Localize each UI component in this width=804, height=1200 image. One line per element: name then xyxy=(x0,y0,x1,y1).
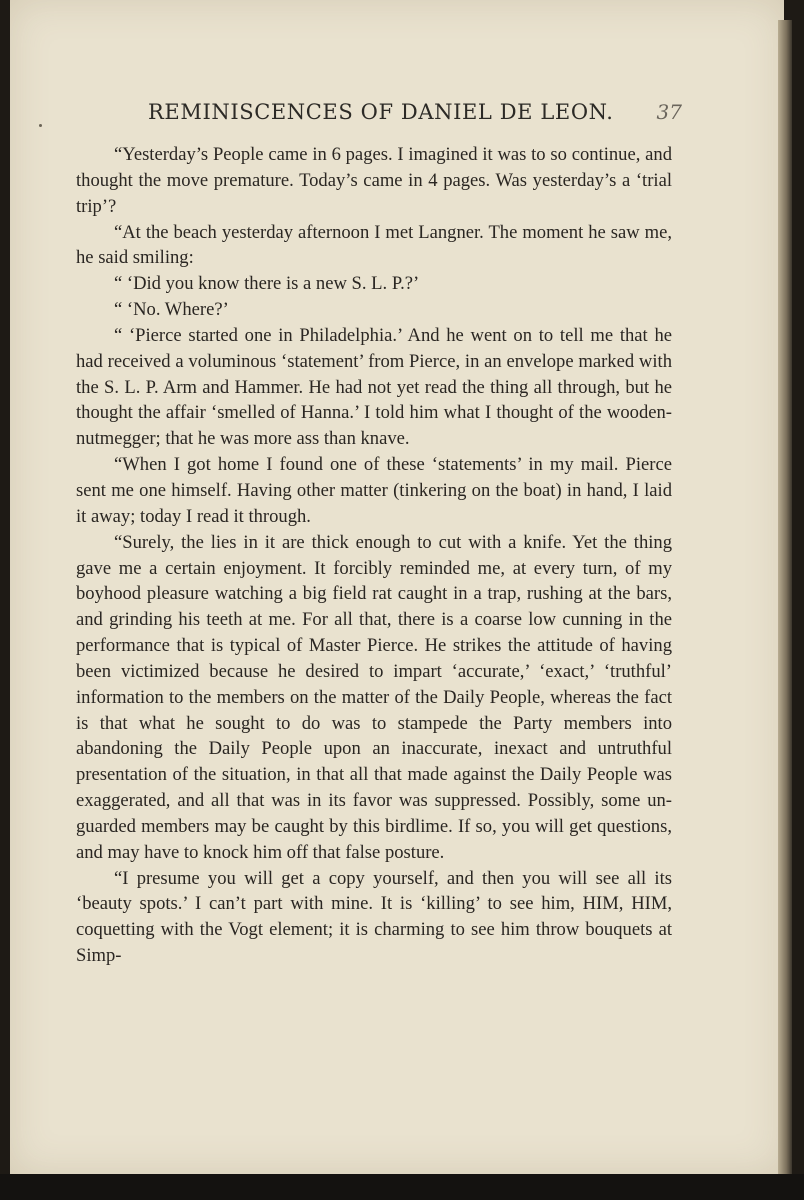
paragraph: “Yesterday’s People came in 6 pages. I imagined it was to so continue, and thought the move premature. Today’s came in 4 pages. Was yesterday’s a ‘trial trip’? xyxy=(76,144,672,217)
margin-dot xyxy=(39,124,42,127)
body-text xyxy=(76,142,672,969)
paragraph: “ ‘Did you know there is a new S. L. P.?’ xyxy=(114,273,420,295)
page-number: 37 xyxy=(656,100,682,124)
paragraph: “ ‘No. Where?’ xyxy=(114,299,229,321)
paragraph: “I presume you will get a copy yourself, and then you will see all its ‘beauty spots.’ I can’t part with mine. It is ‘killing’ to see him, HIM, HIM, coquetting with the Vogt element; it is charming to see him throw bouquets at Simp- xyxy=(76,867,672,967)
running-title: REMINISCENCES OF DANIEL DE LEON. xyxy=(148,100,614,124)
paragraph: “Surely, the lies in it are thick enough to cut with a knife. Yet the thing gave me a certain enjoyment. It forcibly reminded me, at every turn, of my boyhood pleasure watching a big field rat caught in a trap, rushing at the bars, and grinding his teeth at me. For all that, there is a coarse low cunning in the performance that is typical of Master Pierce. He strikes the attitude of having been victimized because he desired to impart ‘accurate,’ ‘exact,’ ‘truthful’ information to the members on the matter of the Daily People, whereas the fact is that what he sought to do was to stampede the Party members into abandoning the Daily People upon an inaccurate, inexact and untruthful presentation of the situation, in that all that made against the Daily People was exaggerated, and all that was in its favor was suppressed. Possibly, some unguarded members may be caught by this birdlime. If so, you will get questions, and may have to knock him off that false posture. xyxy=(76,531,672,863)
paragraph: “At the beach yesterday afternoon I met Langner. The moment he saw me, he said smiling: xyxy=(76,221,672,269)
scan-bottom-band xyxy=(0,1174,804,1200)
paragraph: “ ‘Pierce started one in Philadelphia.’ And he went on to tell me that he had received a voluminous ‘statement’ from Pierce, in an envelope marked with the S. L. P. Arm and Hammer. He had not yet read the thing all through, but he thought the affair ‘smelled of Hanna.’ I told him what I thought of the wooden-nutmegger; that he was more ass than knave. xyxy=(76,324,672,450)
running-header xyxy=(148,100,682,136)
paragraph: “When I got home I found one of these ‘statements’ in my mail. Pierce sent me one himself. Having other matter (tinkering on the boat) in hand, I laid it away; today I read it through. xyxy=(76,454,672,527)
page-edge xyxy=(778,20,792,1174)
